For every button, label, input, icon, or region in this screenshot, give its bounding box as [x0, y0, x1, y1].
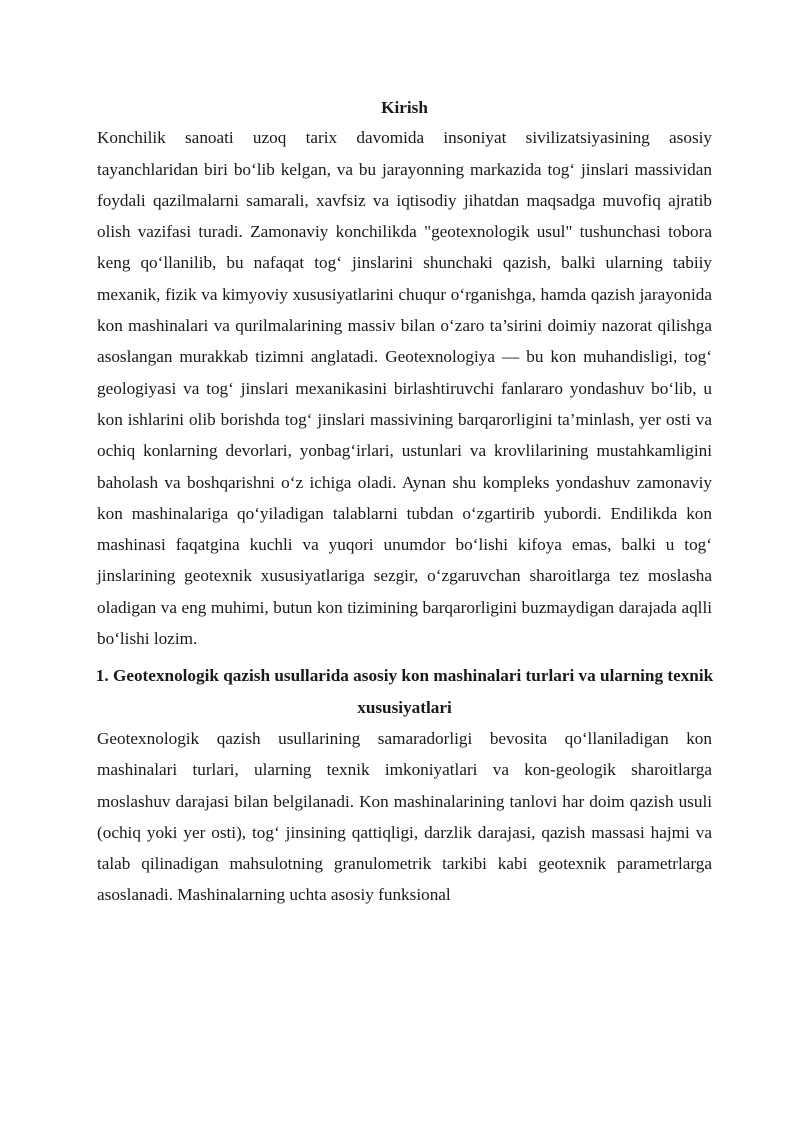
intro-paragraph: Konchilik sanoati uzoq tarix davomida insoniyat sivilizatsiyasining asosiy tayanchlaridan biri bo‘lib kelgan, va bu jarayonning markazida tog‘ jinslari massividan foydali qazilmalarni samarali, xavfsiz va iqtisodiy jihatdan maqsadga muvofiq ajratib olish vazifasi turadi. Zamonaviy konchilikda "geotexnologik usul" tushunchasi tobora keng qo‘llanilib, bu nafaqat tog‘ jinslarini shunchaki qazish, balki ularning tabiiy mexanik, fizik va kimyoviy xususiyatlarini chuqur o‘rganishga, hamda qazish jarayonida kon mashinalari va qurilmalarining massiv bilan o‘zaro ta’sirini doimiy nazorat qilishga asoslangan murakkab tizimni anglatadi. Geotexnologiya — bu kon muhandisligi, tog‘ geologiyasi va tog‘ jinslari mexanikasini birlashtiruvchi fanlararo yondashuv bo‘lib, u kon ishlarini olib borishda tog‘ jinslari massivining barqarorligini ta’minlash, yer osti va ochiq konlarning devorlari, yonbag‘irlari, ustunlari va krovlilarining mustahkamligini baholash va boshqarishni o‘z ichiga oladi. Aynan shu kompleks yondashuv zamonaviy kon mashinalariga qo‘yiladigan talablarni tubdan o‘zgartirib yubordi. Endilikda kon mashinasi faqatgina kuchli va yuqori unumdor bo‘lishi kifoya emas, balki u tog‘ jinslarining geotexnik xususiyatlariga sezgir, o‘zgaruvchan sharoitlarga tez moslasha oladigan va eng muhimi, butun kon tizimining barqarorligini buzmaydigan darajada aqlli bo‘lishi lozim. — [97, 128, 712, 649]
section-1-heading: 1. Geotexnologik qazish usullarida asosiy kon mashinalari turlari va ularning texnik xususiyatlari — [95, 666, 714, 717]
section-1-paragraph: Geotexnologik qazish usullarining samaradorligi bevosita qo‘llaniladigan kon mashinalari turlari, ularning texnik imkoniyatlari va kon-geologik sharoitlarga moslashuv darajasi bilan belgilanadi. Kon mashinalarining tanlovi har doim qazish usuli (ochiq yoki yer osti), tog‘ jinsining qattiqligi, darzlik darajasi, qazish massasi hajmi va talab qilinadigan mahsulotning granulometrik tarkibi kabi geotexnik parametrlarga asoslanadi. Mashinalarning uchta asosiy funksional — [97, 728, 712, 905]
document-title: Kirish — [381, 98, 428, 117]
document-page — [97, 92, 712, 911]
